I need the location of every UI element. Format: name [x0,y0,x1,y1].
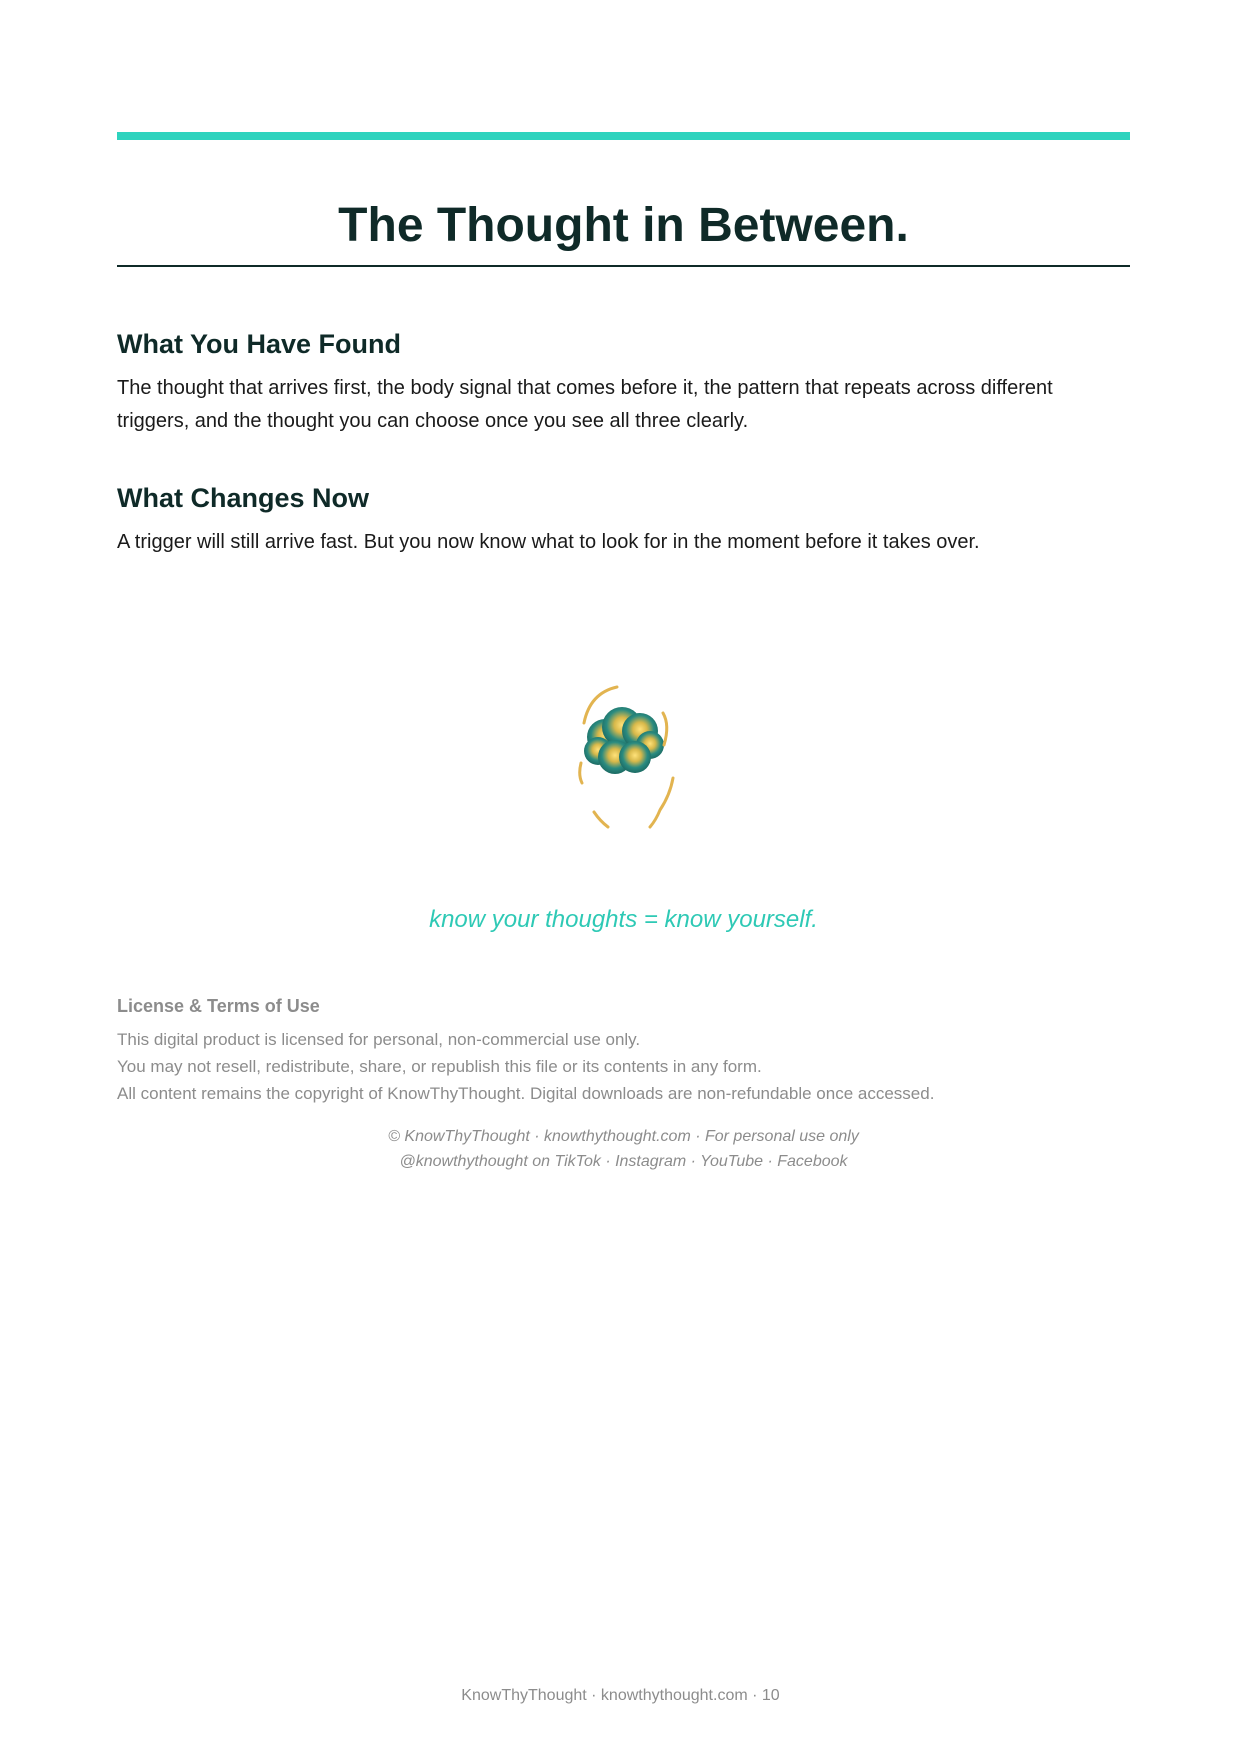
license-line: This digital product is licensed for personal, non-commercial use only. [117,1030,641,1049]
page-footer: KnowThyThought · knowthythought.com · 10 [461,1687,780,1704]
page-title: The Thought in Between. [338,199,909,252]
license-line: You may not resell, redistribute, share, or republish this file or its contents in any form. [117,1057,762,1076]
accent-bar [117,132,1130,140]
section-body-changes: A trigger will still arrive fast. But you now know what to look for in the moment before it takes over. [117,531,980,553]
section-body-found: The thought that arrives first, the body signal that comes before it, the pattern that repeats across different triggers, and the thought you can choose once you see all three clearly. [117,377,1053,432]
title-divider [117,265,1130,267]
social-credit: @knowthythought on TikTok · Instagram · YouTube · Facebook [399,1153,848,1170]
license-title: License & Terms of Use [117,996,320,1016]
license-line: All content remains the copyright of KnowThyThought. Digital downloads are non-refundable once accessed. [117,1084,935,1103]
section-heading-found: What You Have Found [117,329,402,359]
section-heading-changes: What Changes Now [117,483,370,513]
glowing-brain-head-icon [560,675,690,845]
tagline: know your thoughts = know yourself. [429,906,818,933]
copyright-credit: © KnowThyThought · knowthythought.com · For personal use only [388,1128,859,1145]
